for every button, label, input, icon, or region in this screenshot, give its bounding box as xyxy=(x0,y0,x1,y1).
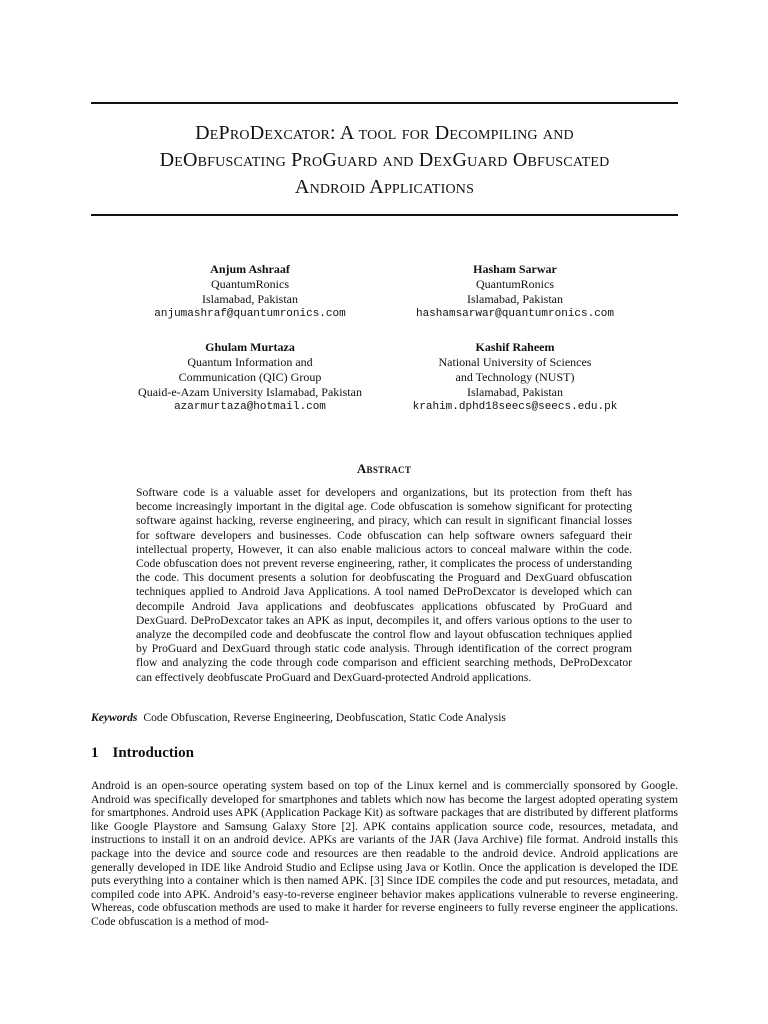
author-affiliation: National University of Sciences xyxy=(438,355,592,369)
section-heading-introduction xyxy=(91,745,194,762)
keywords-label: Keywords xyxy=(91,711,138,724)
abstract-text: Software code is a valuable asset for developers and organizations, but its protection from theft has become increasingly important in the digital age. Code obfuscation is somehow significant for protecting software against hacking, reverse engineering, and piracy, which can result in significant financial losses for software developers and businesses. Code obfuscation can help software owners safeguard their intellectual property, However, it can also enable malicious actors to conceal malware within the code. Code obfuscation does not prevent reverse engineering, rather, it complicates the process of understanding the code. This document presents a solution for deobfuscating the Proguard and DexGuard obfuscation techniques applied to Android Java Applications. A tool named DeProDexcator is developed which can decompile Android Java applications and deobfuscates applications obfuscated by ProGuard and DexGuard. DeProDexcator takes an APK as input, decompiles it, and offers various options to the user to analyze the decompiled code and deobfuscate the control flow and layout obfuscation techniques applied by ProGuard and DexGuard through static code analysis. Through identification of the correct program flow and analyzing the code through code comparison and efficient searching methods, DeProDexcator can effectively deobfuscate ProGuard and DexGuard-protected Android applications. xyxy=(136,486,632,684)
author-email: anjumashraf@quantumronics.com xyxy=(154,308,346,320)
author-affiliation: Communication (QIC) Group xyxy=(178,370,322,384)
author-block-3 xyxy=(130,340,370,415)
author-affiliation: and Technology (NUST) xyxy=(455,370,575,384)
author-name: Hasham Sarwar xyxy=(473,262,557,276)
author-affiliation: Islamabad, Pakistan xyxy=(467,292,563,306)
author-name: Ghulam Murtaza xyxy=(205,340,295,354)
keywords xyxy=(91,711,678,725)
section-number: 1 xyxy=(91,745,99,761)
introduction-text: Android is an open-source operating system based on top of the Linux kernel and is commercially sponsored by Google. Android was specifically developed for smartphones and tablets which now has become the largest adopted operating system for smartphones. Android uses APK (Application Package Kit) as software packages that are distributed by different platforms like Google Playstore and Samsung Galaxy Store [2]. APK contains application source code, resources, metadata, and instructions to install it on an android device. APKs are variants of the JAR (Java Archive) file format. Android installs this package into the device and source code and resources are then readable to the android device. Android applications are generally developed in IDE like Android Studio and Eclipse using Java or Kotlin. Once the application is developed the IDE puts everything into a container which is then named APK. [3] Since IDE compiles the code and put resources, metadata, and compiled code into APK. Android’s easy-to-reverse engineer behavior makes applications vulnerable to reverse engineering. Whereas, code obfuscation methods are used to make it harder for reverse engineers to fully reverse engineer the applications. Code obfuscation is a method of mod- xyxy=(91,779,678,928)
author-block-4 xyxy=(395,340,635,415)
author-email: hashamsarwar@quantumronics.com xyxy=(415,308,615,320)
title-rule-top xyxy=(91,102,678,104)
author-affiliation: Islamabad, Pakistan xyxy=(202,292,298,306)
abstract-heading: Abstract xyxy=(356,461,412,476)
author-affiliation: Islamabad, Pakistan xyxy=(467,385,563,399)
title-line-3: Android Applications xyxy=(294,176,475,198)
author-block-1 xyxy=(130,262,370,322)
title-line-1: DeProDexcator: A tool for Decompiling and xyxy=(195,122,574,144)
section-title: Introduction xyxy=(112,745,194,761)
title-rule-bottom xyxy=(91,214,678,216)
author-email: azarmurtaza@hotmail.com xyxy=(174,401,326,413)
author-email: krahim.dphd18seecs@seecs.edu.pk xyxy=(412,401,618,413)
author-block-2 xyxy=(395,262,635,322)
author-affiliation: QuantumRonics xyxy=(211,277,289,291)
paper-title xyxy=(91,120,678,201)
author-name: Kashif Raheem xyxy=(475,340,555,354)
author-name: Anjum Ashraaf xyxy=(210,262,290,276)
keywords-text: Code Obfuscation, Reverse Engineering, Deobfuscation, Static Code Analysis xyxy=(143,711,506,724)
author-affiliation: Quaid-e-Azam University Islamabad, Pakistan xyxy=(138,385,362,399)
author-affiliation: QuantumRonics xyxy=(476,277,554,291)
title-line-2: DeObfuscating ProGuard and DexGuard Obfuscated xyxy=(159,149,610,171)
author-affiliation: Quantum Information and xyxy=(187,355,313,369)
